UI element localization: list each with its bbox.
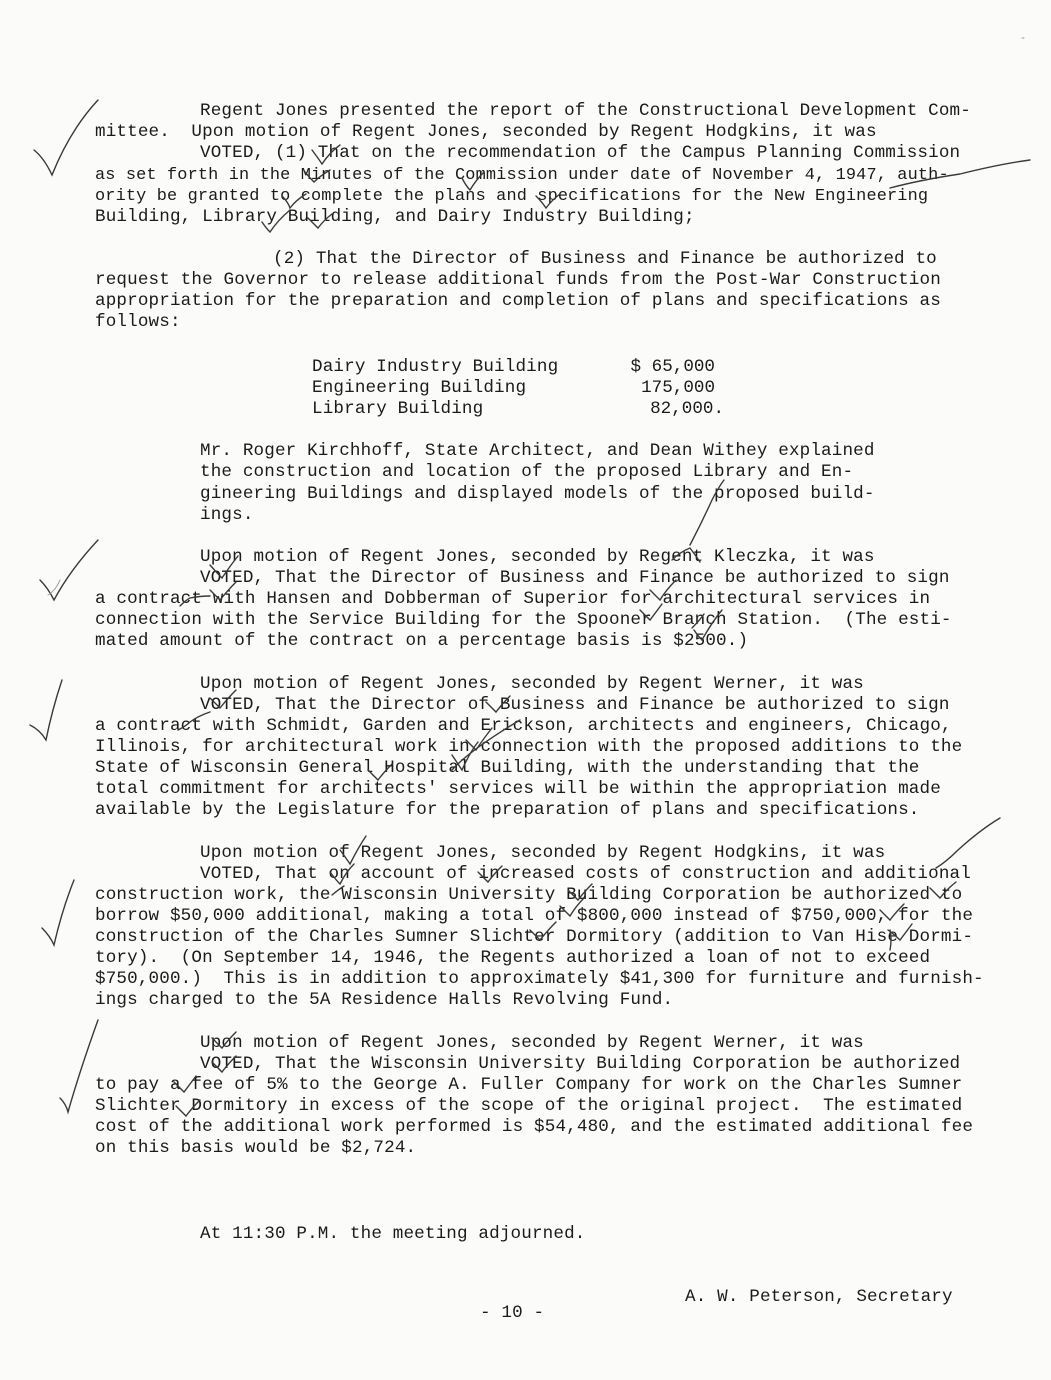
text-line: request the Governor to release additional funds from the Post-War Construction <box>95 270 941 290</box>
text-line: Illinois, for architectural work in connection with the proposed additions to the <box>95 737 963 757</box>
funds-table-amount: 82,000. <box>650 399 724 419</box>
page-number: - 10 - <box>480 1303 545 1323</box>
text-line: ings charged to the 5A Residence Halls Revolving Fund. <box>95 990 674 1010</box>
text-line: mated amount of the contract on a percentage basis is $2500.) <box>95 631 749 651</box>
text-line: tory). (On September 14, 1946, the Regents authorized a loan of not to exceed <box>95 948 931 968</box>
margin-check-mark-icon <box>48 580 60 595</box>
text-line: follows: <box>95 312 181 332</box>
text-line: Regent Jones presented the report of the Constructional Development Com- <box>200 101 971 121</box>
text-line: as set forth in the Minutes of the Commission under date of November 4, 1947, auth- <box>95 166 949 185</box>
text-line: gineering Buildings and displayed models of the proposed build- <box>200 484 875 504</box>
margin-check-mark-icon <box>30 680 62 740</box>
text-line: cost of the additional work performed is $54,480, and the estimated additional fee <box>95 1117 974 1137</box>
text-line: VOTED, That on account of increased costs of construction and additional <box>200 864 971 884</box>
text-line: mittee. Upon motion of Regent Jones, seconded by Regent Hodgkins, it was <box>95 122 877 142</box>
text-line: borrow $50,000 additional, making a total of $800,000 instead of $750,000, for the <box>95 906 974 926</box>
text-line: total commitment for architects' services will be within the appropriation made <box>95 779 941 799</box>
adjournment-note: At 11:30 P.M. the meeting adjourned. <box>200 1224 586 1244</box>
text-line: VOTED, That the Director of Business and Finance be authorized to sign <box>200 568 950 588</box>
signature-line: A. W. Peterson, Secretary <box>685 1287 953 1307</box>
text-line: VOTED, That the Director of Business and Finance be authorized to sign <box>200 695 950 715</box>
text-line: construction work, the Wisconsin University Building Corporation be authorized to <box>95 885 963 905</box>
margin-check-mark-icon <box>60 1020 98 1112</box>
text-line: Upon motion of Regent Jones, seconded by Regent Hodgkins, it was <box>200 843 886 863</box>
funds-table-building: Dairy Industry Building <box>312 357 559 377</box>
funds-table-amount: $ 65,000 <box>630 357 715 377</box>
text-line: on this basis would be $2,724. <box>95 1138 417 1158</box>
funds-table-building: Library Building <box>312 399 484 419</box>
text-line: Upon motion of Regent Jones, seconded by Regent Werner, it was <box>200 674 864 694</box>
text-line: (2) That the Director of Business and Finance be authorized to <box>273 249 937 269</box>
text-line: the construction and location of the proposed Library and En- <box>200 462 854 482</box>
text-line: Upon motion of Regent Jones, seconded by Regent Kleczka, it was <box>200 547 875 567</box>
text-line: a contract with Schmidt, Garden and Erickson, architects and engineers, Chicago, <box>95 716 952 736</box>
text-line: VOTED, That the Wisconsin University Building Corporation be authorized <box>200 1054 961 1074</box>
text-line: to pay a fee of 5% to the George A. Fuller Company for work on the Charles Sumner <box>95 1075 963 1095</box>
text-line: construction of the Charles Sumner Slichter Dormitory (addition to Van Hise Dormi- <box>95 927 974 947</box>
margin-check-mark-icon <box>42 880 74 945</box>
text-line: Mr. Roger Kirchhoff, State Architect, and Dean Withey explained <box>200 441 875 461</box>
text-line: $750,000.) This is in addition to approximately $41,300 for furniture and furnish- <box>95 969 984 989</box>
margin-check-mark-icon <box>40 540 98 600</box>
margin-check-mark-icon <box>34 100 98 175</box>
text-line: a contract with Hansen and Dobberman of Superior for architectural services in <box>95 589 931 609</box>
text-line: VOTED, (1) That on the recommendation of the Campus Planning Commission <box>200 143 961 163</box>
funds-table-building: Engineering Building <box>312 378 527 398</box>
text-line: Slichter Dormitory in excess of the scope of the original project. The estimated <box>95 1096 963 1116</box>
inline-check-mark-icon <box>936 818 1000 868</box>
text-line: State of Wisconsin General Hospital Building, with the understanding that the <box>95 758 920 778</box>
text-line: appropriation for the preparation and completion of plans and specifications as <box>95 291 941 311</box>
funds-table-amount: 175,000 <box>641 378 715 398</box>
text-line: available by the Legislature for the preparation of plans and specifications. <box>95 800 920 820</box>
text-line: ings. <box>200 505 254 525</box>
text-line: Upon motion of Regent Jones, seconded by Regent Werner, it was <box>200 1033 864 1053</box>
text-line: connection with the Service Building for the Spooner Branch Station. (The esti- <box>95 610 952 630</box>
text-line: Building, Library Building, and Dairy Industry Building; <box>95 207 695 227</box>
text-line: ority be granted to complete the plans and specifications for the New Engineering <box>95 187 929 206</box>
